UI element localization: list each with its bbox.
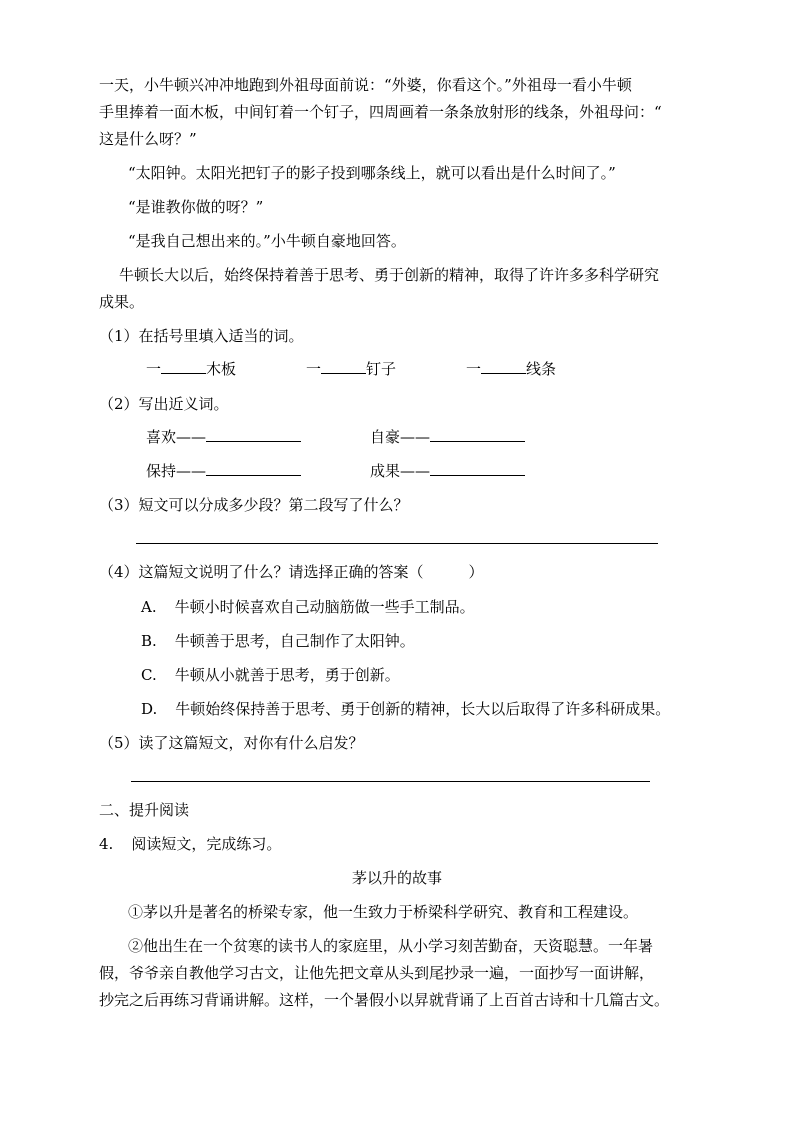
story-para4: “是我自己想出来的。”小牛顿自豪地回答。: [128, 232, 406, 250]
q2-word-3-label: 保持——: [146, 462, 207, 480]
story-para3: “是谁教你做的呀？”: [128, 198, 264, 216]
q2-word-1-label: 喜欢——: [146, 428, 207, 446]
q1-item-2-suffix: 钉子: [366, 360, 397, 378]
story-2-title: 茅以升的故事: [351, 869, 442, 887]
story-para5-line2: 成果。: [99, 293, 145, 311]
q1-item-1-prefix: 一: [146, 360, 162, 378]
story-2-para2-line3: 抄完之后再练习背诵讲解。这样，一个暑假小以昇就背诵了上百首古诗和十几篇古文。: [99, 991, 670, 1009]
q2-word-4: [370, 461, 525, 481]
q4-option-a[interactable]: [141, 597, 475, 617]
q2-word-1: [146, 427, 301, 447]
story-para1-line3: 这是什么呀？”: [99, 130, 197, 148]
section-2-item-4: [99, 834, 281, 854]
q1-item-2: [306, 359, 396, 379]
story-2-para2-line2: 假，爷爷亲自教他学习古文，让他先把文章从头到尾抄录一遍，一面抄写一面讲解，: [99, 964, 655, 982]
story-para1-line2: 手里捧着一面木板，中间钉着一个钉子，四周画着一条条放射形的线条，外祖母问：“: [99, 103, 662, 121]
q4-option-a-letter: A.: [141, 598, 157, 616]
q4-option-c-letter: C.: [141, 666, 157, 684]
q4-option-d-letter: D.: [141, 700, 158, 718]
story-2-para2-line1: ②他出生在一个贫寒的读书人的家庭里，从小学习刻苦勤奋，天资聪慧。一年暑: [128, 937, 654, 955]
q1-item-3-prefix: 一: [466, 360, 482, 378]
q3-answer-line[interactable]: [136, 543, 658, 544]
q1-item-3: [466, 359, 556, 379]
story-para5-line1: 牛顿长大以后，始终保持着善于思考、勇于创新的精神，取得了许许多多科学研究: [119, 266, 660, 284]
q2-word-2-blank[interactable]: [430, 427, 525, 442]
story-2-para1: ①茅以升是著名的桥梁专家，他一生致力于桥梁科学研究、教育和工程建设。: [128, 903, 639, 921]
item-4-text: 阅读短文，完成练习。: [131, 835, 282, 853]
q2-word-4-label: 成果——: [370, 462, 431, 480]
q2-word-3-blank[interactable]: [206, 461, 301, 476]
q4-option-d[interactable]: [141, 699, 670, 719]
q1-item-3-suffix: 线条: [526, 360, 557, 378]
question-5-prompt: （5）读了这篇短文，对你有什么启发？: [99, 734, 364, 752]
section-2-heading: 二、提升阅读: [99, 801, 190, 819]
q1-item-2-prefix: 一: [306, 360, 322, 378]
q2-word-3: [146, 461, 301, 481]
q1-item-1-suffix: 木板: [206, 360, 237, 378]
q4-option-a-text: 牛顿小时候喜欢自己动脑筋做一些手工制品。: [174, 598, 475, 616]
q1-item-1: [146, 359, 236, 379]
q1-item-1-blank[interactable]: [161, 359, 206, 374]
story-para2: “太阳钟。太阳光把钉子的影子投到哪条线上，就可以看出是什么时间了。”: [128, 164, 616, 182]
question-3-prompt: （3）短文可以分成多少段？第二段写了什么？: [99, 496, 409, 514]
q4-option-d-text: 牛顿始终保持善于思考、勇于创新的精神，长大以后取得了许多科研成果。: [175, 700, 671, 718]
q4-option-c[interactable]: [141, 665, 400, 685]
q2-word-2-label: 自豪——: [370, 428, 431, 446]
q4-option-b-text: 牛顿善于思考，自己制作了太阳钟。: [174, 632, 415, 650]
story-para1-line1: 一天，小牛顿兴冲冲地跑到外祖母面前说：“外婆，你看这个。”外祖母一看小牛顿: [99, 76, 632, 94]
q2-word-1-blank[interactable]: [206, 427, 301, 442]
q4-option-c-text: 牛顿从小就善于思考，勇于创新。: [174, 666, 400, 684]
q1-item-3-blank[interactable]: [481, 359, 526, 374]
q5-answer-line[interactable]: [131, 781, 650, 782]
q2-word-4-blank[interactable]: [430, 461, 525, 476]
q2-word-2: [370, 427, 525, 447]
q1-item-2-blank[interactable]: [321, 359, 366, 374]
question-1-prompt: （1）在括号里填入适当的词。: [99, 327, 304, 345]
item-4-number: 4.: [99, 835, 114, 853]
question-2-prompt: （2）写出近义词。: [99, 395, 229, 413]
q4-option-b[interactable]: [141, 631, 415, 651]
question-4-prompt: （4）这篇短文说明了什么？请选择正确的答案（ ）: [99, 563, 484, 581]
q4-option-b-letter: B.: [141, 632, 157, 650]
